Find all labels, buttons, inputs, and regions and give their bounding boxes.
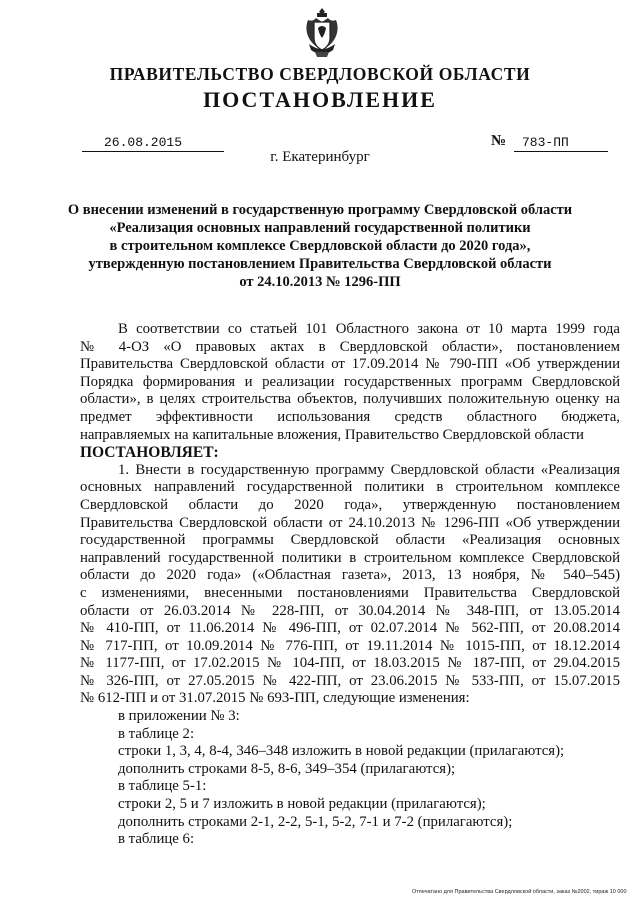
preamble-line: Правительства Свердловской области от 17.09.2014 № 790-ПП «Об утверждении xyxy=(80,356,620,373)
point-1-line: государственной программы Свердловской области «Реализация основных xyxy=(80,532,620,549)
title-line: утвержденную постановлением Правительства Свердловской области xyxy=(88,256,552,272)
resolves-heading: ПОСТАНОВЛЯЕТ: xyxy=(80,444,219,462)
point-1-line: области от 26.03.2014 № 228-ПП, от 30.04.2014 № 348-ПП, от 13.05.2014 xyxy=(80,602,620,619)
list-item: в таблице 6: xyxy=(118,831,195,848)
preamble-line: В соответствии со статьей 101 Областного закона от 10 марта 1999 года xyxy=(118,321,620,337)
preamble-line: области», в целях строительства объектов, получивших положительную оценку на xyxy=(80,391,620,408)
preamble-line: Порядка формирования и реализации государственных программ Свердловской xyxy=(80,373,620,390)
point-1-line: Свердловской области до 2020 года», утвержденную постановлением xyxy=(80,496,620,513)
title-line: в строительном комплексе Свердловской области до 2020 года», xyxy=(109,238,531,254)
preamble-line: предмет эффективности использования средств областного бюджета, xyxy=(80,408,620,425)
city: г. Екатеринбург xyxy=(270,149,370,165)
list-item: дополнить строками 8-5, 8-6, 349–354 (прилагаются); xyxy=(118,760,456,777)
coat-of-arms-icon xyxy=(303,6,341,60)
list-item: дополнить строками 2-1, 2-2, 5-1, 5-2, 7-1 и 7-2 (прилагаются); xyxy=(118,813,513,830)
point-1-line: № 612-ПП и от 31.07.2015 № 693-ПП, следующие изменения: xyxy=(80,690,470,707)
document-date: 26.08.2015 xyxy=(104,135,183,150)
point-1-line: области до 2020 года» («Областная газета», 2013, 13 ноября, № 540–545) xyxy=(80,567,620,584)
list-item: строки 1, 3, 4, 8-4, 346–348 изложить в новой редакции (прилагаются); xyxy=(118,743,565,760)
document-type: ПОСТАНОВЛЕНИЕ xyxy=(203,87,437,112)
government-name: ПРАВИТЕЛЬСТВО СВЕРДЛОВСКОЙ ОБЛАСТИ xyxy=(109,64,531,84)
document-number: 783-ПП xyxy=(522,135,569,150)
print-footer: Отпечатано для Правительства Свердловской области, заказ №2002, тираж 10 000 xyxy=(412,889,627,895)
list-item: в приложении № 3: xyxy=(118,708,240,725)
list-item: в таблице 5-1: xyxy=(118,778,207,795)
point-1-line: № 1177-ПП, от 17.02.2015 № 104-ПП, от 18.03.2015 № 187-ПП, от 29.04.2015 xyxy=(80,655,620,672)
title-line: О внесении изменений в государственную программу Свердловской области xyxy=(67,202,573,218)
title-line: от 24.10.2013 № 1296-ПП xyxy=(239,274,401,290)
list-item: строки 2, 5 и 7 изложить в новой редакции (прилагаются); xyxy=(118,796,486,813)
number-sign: № xyxy=(491,133,507,149)
point-1-line: № 410-ПП, от 11.06.2014 № 496-ПП, от 02.07.2014 № 562-ПП, от 20.08.2014 xyxy=(80,620,620,637)
point-1-line: основных направлений государственной политики в строительном комплексе xyxy=(80,479,620,496)
title-line: «Реализация основных направлений государственной политики xyxy=(109,220,531,236)
point-1-line: № 326-ПП, от 27.05.2015 № 422-ПП, от 23.06.2015 № 533-ПП, от 15.07.2015 xyxy=(80,672,620,689)
list-item: в таблице 2: xyxy=(118,725,195,742)
point-1-line: направлений государственной политики в строительном комплексе Свердловской xyxy=(80,549,620,566)
point-1-line: № 717-ПП, от 10.09.2014 № 776-ПП, от 19.11.2014 № 1015-ПП, от 18.12.2014 xyxy=(80,637,620,654)
preamble-line: направляемых на капитальные вложения, Правительство Свердловской области xyxy=(80,426,584,443)
preamble-line: № 4-ОЗ «О правовых актах в Свердловской области», постановлением xyxy=(80,338,620,355)
point-1-line: с изменениями, внесенными постановлениями Правительства Свердловской xyxy=(80,584,620,601)
document-body xyxy=(80,321,620,849)
document-title xyxy=(60,201,580,291)
point-1-line: Правительства Свердловской области от 24.10.2013 № 1296-ПП «Об утверждении xyxy=(80,514,620,531)
point-1-line: 1. Внести в государственную программу Свердловской области «Реализация xyxy=(118,461,620,478)
